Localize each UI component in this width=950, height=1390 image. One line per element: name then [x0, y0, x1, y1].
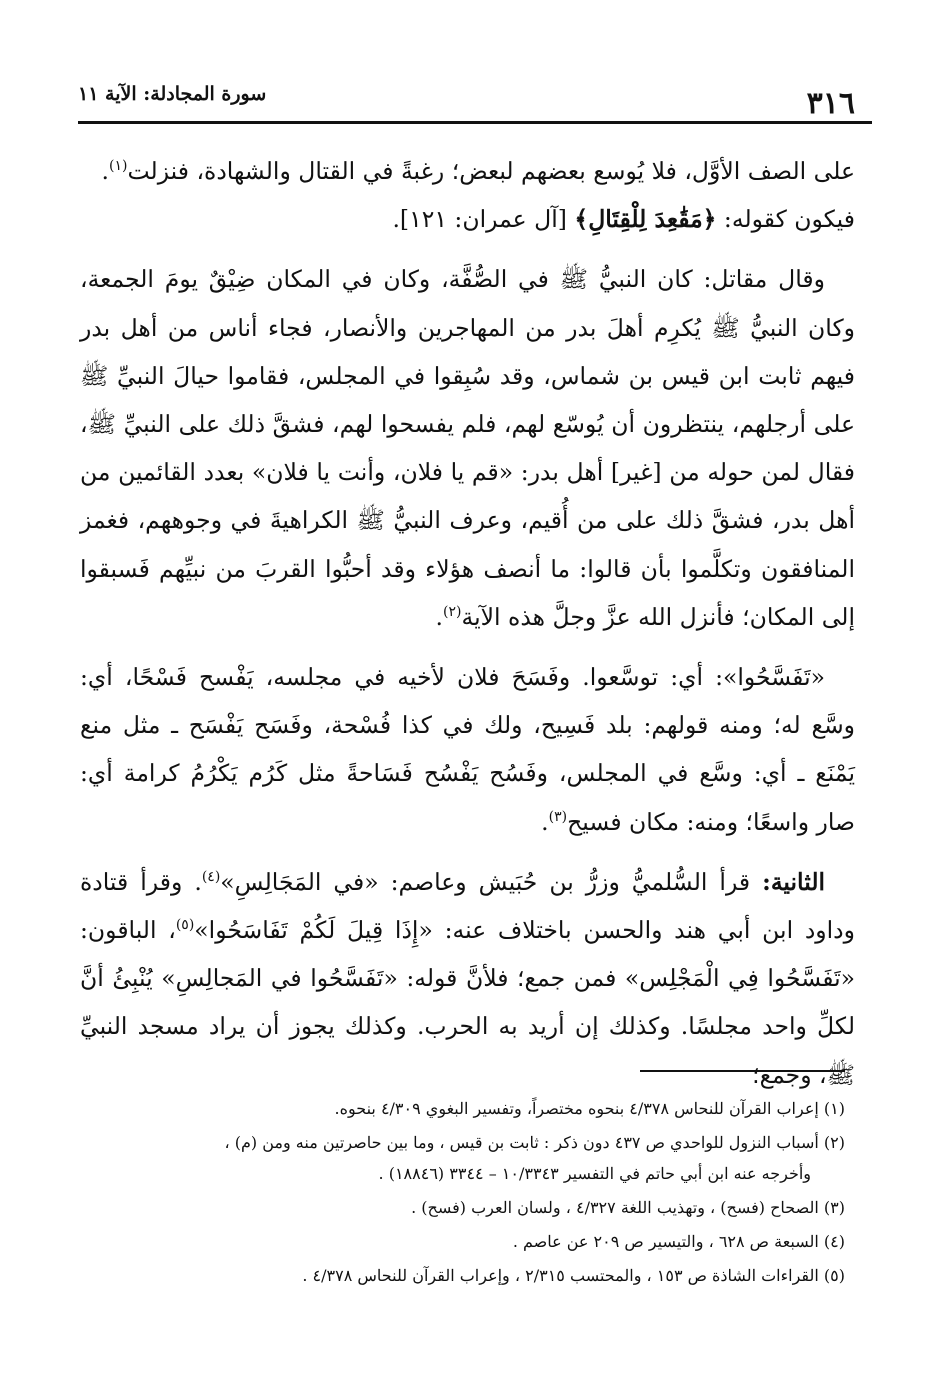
paragraph-3: وقال مقاتل: كان النبيُّ ﷺ في الصُّفَّة، وكان في المكان ضِيْقٌ يومَ الجمعة، وكان النبيُّ ﷺ يُكرِم أهلَ بدر من المهاجرين والأنصار، فجاء أناس من أهل بدر فيهم ثابت ابن قيس بن شماس، وقد سُبِقوا في المجلس، فقاموا حيالَ النبيِّ ﷺ على أرجلهم، ينتظرون أن يُوسّع لهم، فلم يفسحوا لهم، فشقَّ ذلك على النبيِّ ﷺ، فقال لمن حوله من [غير] أهل بدر: «قم يا فلان، وأنت يا فلان» بعدد القائمين من أهل بدر، فشقَّ ذلك على من أُقيم، وعرف النبيُّ ﷺ الكراهيةَ في وجوههم، فغمز المنافقون وتكلَّموا بأن قالوا: ما أنصف هؤلاء وقد أحبُّوا القربَ من نبيِّهم فَسبقوا إلى المكان؛ فأنزل الله عزَّ وجلَّ هذه الآية$^{(٢)}$. [80, 265, 855, 631]
section-label: الثانية: [762, 867, 826, 896]
footnote-item: (٥) القراءات الشاذة ص ١٥٣ ، والمحتسب ٢/٣١٥ ، وإعراب القرآن للنحاس ٤/٣٧٨ . [302, 1266, 845, 1285]
footnote-ref-1[interactable]: (١) [108, 158, 128, 175]
paragraph-5: الثانية: قرأ السُّلميُّ وزرُّ بن حُبَيش وعاصم: «في المَجَالِسِ»$^{(٤)}$. وقرأ قتادة وداود ابن أبي هند والحسن باختلاف عنه: «إِذَا قِيلَ لَكُمْ تَفَاسَحُوا»$^{(٥)}$، الباقون: «تَفَسَّحُوا فِي الْمَجْلِس» فمن جمع؛ فلأنَّ قوله: «تَفَسَّحُوا في المَجالِسِ» يُنْبِئُ أنَّ لكلِّ واحد مجلسًا. وكذلك إن أريد به الحرب. وكذلك يجوز أن يراد مسجد النبيِّ ﷺ، وجمع؛ [80, 867, 856, 1089]
footnote-ref-4[interactable]: (٤) [201, 869, 221, 886]
paragraph-1: على الصف الأوَّل، فلا يُوسع بعضهم لبعض؛ رغبةً في القتال والشهادة، فنزلت$^{(١)}$. [101, 157, 855, 185]
footnotes [80, 1093, 845, 1294]
footnote-divider [640, 1070, 845, 1072]
paragraph-2: فيكون كقوله: ﴿مَقَٰعِدَ لِلْقِتَالِ﴾ [آل عمران: ١٢١]. [392, 205, 855, 234]
footnote-item: (٢) أسباب النزول للواحدي ص ٤٣٧ دون ذكر : ثابت بن قيس ، وما بين حاصرتين منه ومن (م) ، وأخرجه عنه ابن أبي حاتم في التفسير ١٠/٣٣٤٣ – ٣٣٤٤ (١٨٨٤٦) . [224, 1133, 845, 1183]
page-header [78, 78, 855, 124]
footnote-ref-3[interactable]: (٣) [548, 808, 568, 825]
header-divider [78, 121, 872, 124]
footnote-item: (٤) السبعة ص ٦٢٨ ، والتيسير ص ٢٠٩ عن عاصم . [512, 1232, 845, 1251]
footnote-item: (٣) الصحاح (فسح) ، وتهذيب اللغة ٤/٣٢٧ ، ولسان العرب (فسح) . [411, 1198, 845, 1217]
running-title: سورة المجادلة: الآية ١١ [78, 83, 267, 105]
footnote-item: (١) إعراب القرآن للنحاس ٤/٣٧٨ بنحوه مختصراً، وتفسير البغوي ٤/٣٠٩ بنحوه. [334, 1099, 845, 1118]
footnote-ref-2[interactable]: (٢) [443, 604, 462, 620]
quran-quote: ﴿مَقَٰعِدَ لِلْقِتَالِ﴾ [574, 205, 717, 234]
footnote-ref-5[interactable]: (٥) [175, 917, 195, 934]
paragraph-4: «تَفَسَّحُوا»: أي: توسَّعوا. وفَسَحَ فلان لأخيه في مجلسه، يَفْسح فَسْحًا، أي: وسَّع له؛ ومنه قولهم: بلد فَسِيح، ولك في كذا فُسْحة، وفَسَح يَفْسَح ـ مثل منع يَمْنَع ـ أي: وسَّع في المجلس، وفَسُح يَفْسُح فَسَاحةً مثل كَرُم يَكْرُمُ كرامة أي: صار واسعًا؛ ومنه: مكان فسيح$^{(٣)}$. [80, 663, 855, 836]
main-text [80, 147, 855, 1099]
page-number: ٣١٦ [806, 86, 855, 121]
